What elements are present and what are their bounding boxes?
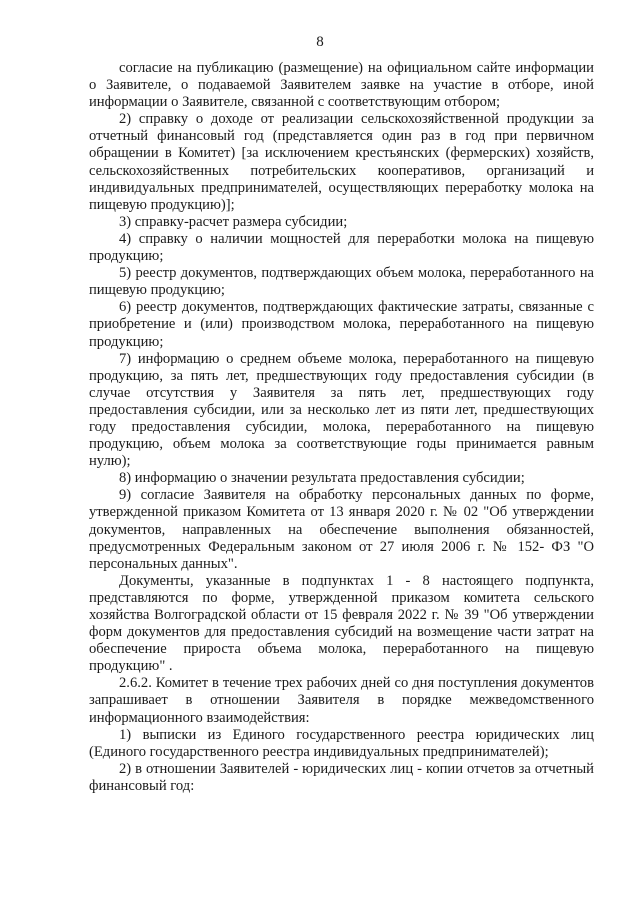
paragraph-income-certificate: 2) справку о доходе от реализации сельскохозяйственной продукции за отчетный финансовый год (представляется один раз в год при первичном обращении в Комитет) [за исключением крестьянских (фермерских) хозяйств, сельскохозяйственных потребительских кооперативов, организаций и индивидуальных предпринимателей, осуществляющих переработку молока на пищевую продукцию)]; (89, 111, 594, 213)
paragraph-capacity-certificate: 4) справку о наличии мощностей для переработки молока на пищевую продукцию; (89, 230, 594, 265)
paragraph-result-value-info: 8) информацию о значении результата предоставления субсидии; (119, 470, 525, 487)
paragraph-documents-form: Документы, указанные в подпунктах 1 - 8 настоящего подпункта, представляются по форме, утвержденной приказом комитета сельского хозяйства Волгоградской области от 15 февраля 2022 г. № 39 "Об утверждении форм документов для предоставления субсидий на возмещение части затрат на обеспечение прироста объема молока, переработанного на пищевую продукцию" . (89, 572, 594, 675)
page-number: 8 (316, 34, 324, 50)
paragraph-subsidy-calculation: 3) справку-расчет размера субсидии; (119, 213, 348, 230)
paragraph-legal-entity-reports: 2) в отношении Заявителей - юридических лиц - копии отчетов за отчетный финансовый год: (89, 760, 594, 794)
paragraph-average-volume-info: 7) информацию о среднем объеме молока, переработанного на пищевую продукцию, за пять лет, предшествующих году предоставления субсидии (в случае отсутствия у Заявителя за пять лет, предшествующих году предоставления субсидии, или за несколько лет из пяти лет, предшествующих году предоставления субсидии, молока, переработанного на пищевую продукцию, объем молока за соответствующие годы принимается равным нулю); (89, 350, 594, 470)
paragraph-consent-publication: согласие на публикацию (размещение) на официальном сайте информации о Заявителе, о подаваемой Заявителем заявке на участие в отборе, иной информации о Заявителе, связанной с соответствующим отбором; (89, 60, 594, 111)
paragraph-costs-registry: 6) реестр документов, подтверждающих фактические затраты, связанные с приобретение и (или) производством молока, переработанного на пищевую продукцию; (89, 299, 594, 350)
paragraph-registry-extract: 1) выписки из Единого государственного реестра юридических лиц (Единого государственного реестра индивидуальных предпринимателей); (89, 726, 594, 760)
document-body (89, 60, 594, 795)
paragraph-milk-volume-registry: 5) реестр документов, подтверждающих объем молока, переработанного на пищевую продукцию; (89, 265, 594, 299)
paragraph-personal-data-consent: 9) согласие Заявителя на обработку персональных данных по форме, утвержденной приказом Комитета от 13 января 2020 г. № 02 "Об утверждении документов, направленных на обеспечение выполнения обязанностей, предусмотренных Федеральным законом от 27 июля 2006 г. № 152- ФЗ "О персональных данных". (89, 487, 594, 572)
paragraph-interagency-request: 2.6.2. Комитет в течение трех рабочих дней со дня поступления документов запрашивает в отношении Заявителя в порядке межведомственного информационного взаимодействия: (89, 675, 594, 726)
